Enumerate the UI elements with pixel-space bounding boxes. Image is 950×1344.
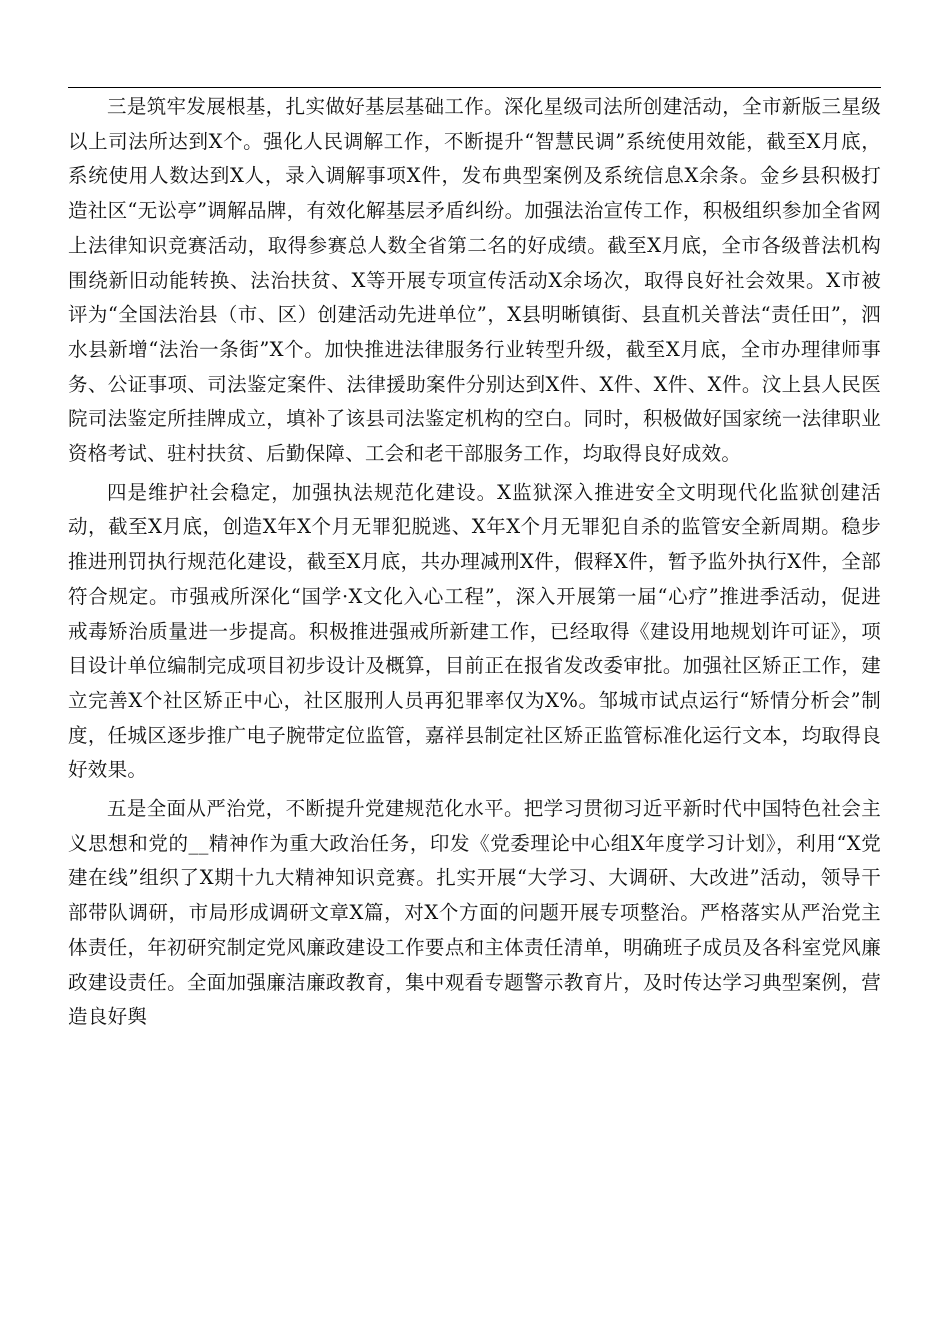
header-rule: [68, 87, 881, 88]
paragraph-three: 三是筑牢发展根基，扎实做好基层基础工作。深化星级司法所创建活动，全市新版三星级以上司法所达到X个。强化人民调解工作，不断提升“智慧民调”系统使用效能，截至X月底，系统使用人数达到X人，录入调解事项X件，发布典型案例及系统信息X余条。金乡县积极打造社区“无讼亭”调解品牌，有效化解基层矛盾纠纷。加强法治宣传工作，积极组织参加全省网上法律知识竞赛活动，取得参赛总人数全省第二名的好成绩。截至X月底，全市各级普法机构围绕新旧动能转换、法治扶贫、X等开展专项宣传活动X余场次，取得良好社会效果。X市被评为“全国法治县（市、区）创建活动先进单位”，X县明晰镇街、县直机关普法“责任田”，泗水县新增“法治一条街”X个。加快推进法律服务行业转型升级，截至X月底，全市办理律师事务、公证事项、司法鉴定案件、法律援助案件分别达到X件、X件、X件、X件。汶上县人民医院司法鉴定所挂牌成立，填补了该县司法鉴定机构的空白。同时，积极做好国家统一法律职业资格考试、驻村扶贫、后勤保障、工会和老干部服务工作，均取得良好成效。: [68, 95, 881, 466]
paragraph-four: 四是维护社会稳定，加强执法规范化建设。X监狱深入推进安全文明现代化监狱创建活动，截至X月底，创造X年X个月无罪犯脱逃、X年X个月无罪犯自杀的监管安全新周期。稳步推进刑罚执行规范化建设，截至X月底，共办理减刑X件，假释X件，暂予监外执行X件，全部符合规定。市强戒所深化“国学·X文化入心工程”，深入开展第一届“心疗”推进季活动，促进戒毒矫治质量进一步提高。积极推进强戒所新建工作，已经取得《建设用地规划许可证》，项目设计单位编制完成项目初步设计及概算，目前正在报省发改委审批。加强社区矫正工作，建立完善X个社区矫正中心，社区服刑人员再犯罪率仅为X%。邹城市试点运行“矫情分析会”制度，任城区逐步推广电子腕带定位监管，嘉祥县制定社区矫正监管标准化运行文本，均取得良好效果。: [68, 480, 881, 782]
paragraph-five: 五是全面从严治党，不断提升党建规范化水平。把学习贯彻习近平新时代中国特色社会主义思想和党的__精神作为重大政治任务，印发《党委理论中心组X年度学习计划》，利用“X党建在线”组织了X期十九大精神知识竞赛。扎实开展“大学习、大调研、大改进”活动，领导干部带队调研，市局形成调研文章X篇，对X个方面的问题开展专项整治。严格落实从严治党主体责任，年初研究制定党风廉政建设工作要点和主体责任清单，明确班子成员及各科室党风廉政建设责任。全面加强廉洁廉政教育，集中观看专题警示教育片，及时传达学习典型案例，营造良好舆: [68, 797, 881, 1029]
document-body: [68, 90, 881, 1035]
